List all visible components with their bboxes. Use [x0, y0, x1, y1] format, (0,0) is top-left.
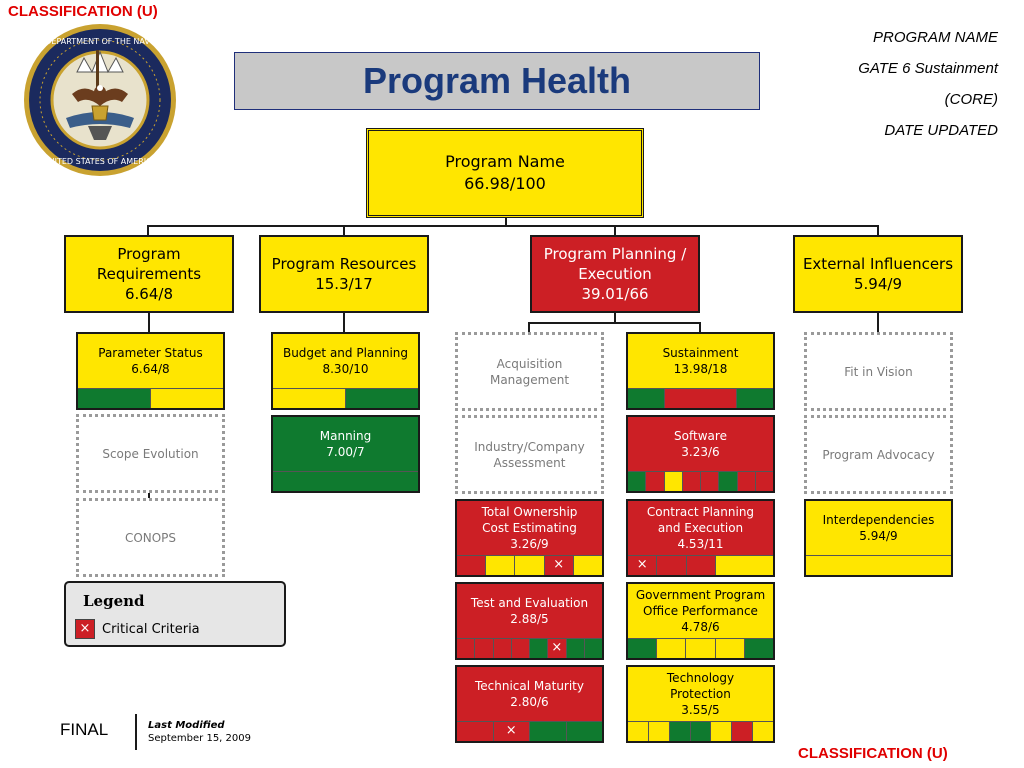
- fit-in-vision-name: Fit in Vision: [844, 364, 913, 379]
- test-evaluation-name: Test and Evaluation: [470, 596, 589, 610]
- program-requirements-name: Program Requirements: [96, 245, 202, 283]
- criteria-cell: [691, 722, 712, 741]
- program-advocacy-name: Program Advocacy: [822, 447, 935, 462]
- technical-maturity-name: Technical Maturity: [474, 679, 584, 693]
- critical-x-icon: ×: [551, 640, 563, 655]
- contract-planning-node[interactable]: [626, 499, 775, 577]
- criteria-cell: [716, 556, 773, 575]
- acquisition-management-name: Acquisition Management: [489, 356, 570, 387]
- toc-estimating-node[interactable]: [455, 499, 604, 577]
- criteria-cell: [457, 639, 475, 658]
- criteria-cell: [657, 639, 686, 658]
- criteria-cell: [486, 556, 515, 575]
- scope-evolution-node[interactable]: [76, 414, 225, 493]
- software-node[interactable]: [626, 415, 775, 493]
- critical-criteria-icon: ×: [75, 619, 95, 639]
- industry-assessment-name: Industry/Company Assessment: [474, 439, 585, 470]
- external-influencers-node[interactable]: [793, 235, 963, 313]
- criteria-cell: [745, 639, 773, 658]
- criteria-cell: [665, 389, 738, 408]
- root-name: Program Name: [445, 152, 565, 171]
- toc-estimating-name: Total Ownership Cost Estimating: [481, 505, 578, 535]
- manning-name: Manning: [319, 429, 372, 443]
- program-planning-score: 39.01/66: [581, 285, 649, 303]
- last-modified-date: September 15, 2009: [148, 733, 251, 744]
- classification-bottom: CLASSIFICATION (U): [798, 745, 948, 762]
- criteria-cell: [530, 722, 567, 741]
- sustainment-node[interactable]: [626, 332, 775, 410]
- criteria-cell: [756, 472, 773, 491]
- seal-bottom-text: UNITED STATES OF AMERICA: [42, 157, 158, 166]
- criteria-cell: [646, 472, 664, 491]
- software-name: Software: [674, 429, 727, 443]
- external-influencers-score: 5.94/9: [854, 275, 902, 293]
- connector: [147, 225, 879, 227]
- sustainment-score: 13.98/18: [673, 362, 728, 376]
- critical-x-icon: ×: [505, 723, 517, 738]
- sustainment-criteria: [628, 388, 773, 408]
- footer-divider: [135, 714, 137, 750]
- contract-planning-name: Contract Planning and Execution: [646, 505, 755, 535]
- critical-x-icon: ×: [636, 557, 648, 572]
- criteria-cell: [457, 722, 494, 741]
- criteria-cell: [628, 722, 649, 741]
- criteria-cell: [649, 722, 670, 741]
- tech-protection-score: 3.55/5: [681, 703, 720, 717]
- criteria-cell: [346, 389, 418, 408]
- manning-criteria: [273, 471, 418, 491]
- seal-top-text: DEPARTMENT OF THE NAVY: [45, 37, 155, 46]
- criteria-cell: [457, 556, 486, 575]
- final-label: FINAL: [60, 720, 109, 739]
- criteria-cell: [273, 389, 346, 408]
- manning-score: 7.00/7: [326, 445, 365, 459]
- interdependencies-criteria: [806, 555, 951, 575]
- program-resources-name: Program Resources: [271, 255, 417, 273]
- criteria-cell: [687, 556, 716, 575]
- software-criteria: [628, 471, 773, 491]
- program-resources-score: 15.3/17: [315, 275, 373, 293]
- technical-maturity-score: 2.80/6: [510, 695, 549, 709]
- program-planning-name: Program Planning / Execution: [543, 245, 687, 283]
- budget-planning-node[interactable]: [271, 332, 420, 410]
- budget-planning-name: Budget and Planning: [282, 346, 409, 360]
- parameter-status-node[interactable]: [76, 332, 225, 410]
- interdependencies-node[interactable]: [804, 499, 953, 577]
- budget-planning-score: 8.30/10: [322, 362, 369, 376]
- criteria-cell: [475, 639, 493, 658]
- connector: [528, 322, 700, 324]
- page-title: Program Health: [234, 52, 760, 110]
- criteria-cell: [574, 556, 602, 575]
- fit-in-vision-node[interactable]: [804, 332, 953, 411]
- technical-maturity-criteria: [457, 721, 602, 741]
- connector: [148, 312, 150, 333]
- connector: [343, 312, 345, 333]
- program-requirements-node[interactable]: [64, 235, 234, 313]
- software-score: 3.23/6: [681, 445, 720, 459]
- program-name-text: PROGRAM NAME: [872, 29, 998, 46]
- legend-title: Legend: [83, 592, 145, 610]
- criteria-cell: [657, 556, 686, 575]
- gov-program-office-score: 4.78/6: [681, 620, 720, 634]
- toc-estimating-criteria: [457, 555, 602, 575]
- parameter-status-score: 6.64/8: [131, 362, 170, 376]
- criteria-cell: [494, 639, 512, 658]
- criteria-cell: [806, 556, 951, 575]
- program-planning-node[interactable]: [530, 235, 700, 313]
- interdependencies-score: 5.94/9: [859, 529, 898, 543]
- criteria-cell: [686, 639, 715, 658]
- last-modified: [148, 719, 251, 745]
- acquisition-management-node[interactable]: [455, 332, 604, 411]
- criteria-cell: [738, 472, 756, 491]
- criteria-cell: [716, 639, 745, 658]
- criteria-cell: [628, 389, 665, 408]
- legend: [64, 581, 286, 647]
- criteria-cell: [737, 389, 773, 408]
- contract-planning-score: 4.53/11: [677, 537, 724, 551]
- criteria-cell: [665, 472, 683, 491]
- legend-critical-label: Critical Criteria: [102, 621, 200, 637]
- contract-planning-criteria: [628, 555, 773, 575]
- criteria-cell: [567, 722, 603, 741]
- criteria-cell: [701, 472, 719, 491]
- criteria-cell: [628, 639, 657, 658]
- criteria-cell: [683, 472, 701, 491]
- critical-criteria-cell: [628, 556, 657, 575]
- interdependencies-name: Interdependencies: [822, 513, 935, 527]
- external-influencers-name: External Influencers: [802, 255, 954, 273]
- conops-node[interactable]: [76, 498, 225, 577]
- root-node[interactable]: [366, 128, 644, 218]
- connector: [877, 312, 879, 333]
- core-text: (CORE): [944, 91, 998, 108]
- program-requirements-score: 6.64/8: [125, 285, 173, 303]
- criteria-cell: [273, 472, 418, 491]
- criteria-cell: [753, 722, 773, 741]
- critical-criteria-cell: [545, 556, 574, 575]
- industry-assessment-node[interactable]: [455, 415, 604, 494]
- last-modified-label: Last Modified: [148, 720, 225, 731]
- tech-protection-name: Technology Protection: [666, 671, 735, 701]
- test-evaluation-score: 2.88/5: [510, 612, 549, 626]
- tech-protection-node[interactable]: [626, 665, 775, 743]
- criteria-cell: [585, 639, 602, 658]
- parameter-status-name: Parameter Status: [98, 346, 203, 360]
- budget-planning-criteria: [273, 388, 418, 408]
- program-resources-node[interactable]: [259, 235, 429, 313]
- tech-protection-criteria: [628, 721, 773, 741]
- manning-node[interactable]: [271, 415, 420, 493]
- date-updated-text: DATE UPDATED: [884, 122, 998, 139]
- technical-maturity-node[interactable]: [455, 665, 604, 743]
- criteria-cell: [719, 472, 737, 491]
- program-info: [780, 22, 998, 146]
- criteria-cell: [628, 472, 646, 491]
- criteria-cell: [515, 556, 544, 575]
- gov-program-office-criteria: [628, 638, 773, 658]
- gov-program-office-name: Government Program Office Performance: [635, 588, 766, 618]
- program-advocacy-node[interactable]: [804, 415, 953, 494]
- root-score: 66.98/100: [464, 174, 546, 193]
- criteria-cell: [711, 722, 732, 741]
- criteria-cell: [530, 639, 548, 658]
- critical-x-icon: ×: [553, 557, 565, 572]
- toc-estimating-score: 3.26/9: [510, 537, 549, 551]
- gov-program-office-node[interactable]: [626, 582, 775, 660]
- critical-criteria-cell: [494, 722, 531, 741]
- criteria-cell: [151, 389, 223, 408]
- critical-criteria-cell: [548, 639, 566, 658]
- test-evaluation-node[interactable]: [455, 582, 604, 660]
- criteria-cell: [78, 389, 151, 408]
- conops-name: CONOPS: [124, 530, 177, 545]
- classification-top: CLASSIFICATION (U): [8, 3, 158, 20]
- test-evaluation-criteria: [457, 638, 602, 658]
- parameter-status-criteria: [78, 388, 223, 408]
- criteria-cell: [567, 639, 585, 658]
- gate-text: GATE 6 Sustainment: [858, 60, 998, 77]
- sustainment-name: Sustainment: [662, 346, 739, 360]
- scope-evolution-name: Scope Evolution: [102, 446, 199, 461]
- navy-seal: [22, 22, 178, 178]
- criteria-cell: [732, 722, 753, 741]
- criteria-cell: [512, 639, 530, 658]
- criteria-cell: [670, 722, 691, 741]
